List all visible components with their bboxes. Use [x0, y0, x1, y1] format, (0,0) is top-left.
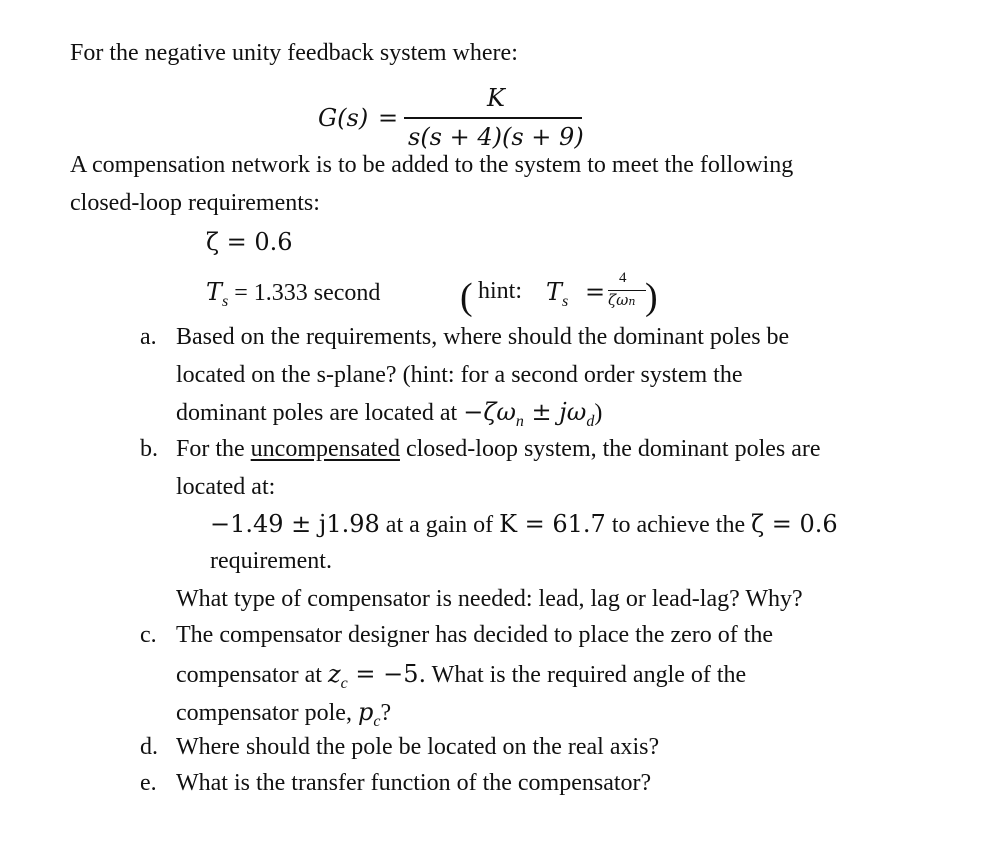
item-b-line1: For the uncompensated closed-loop system, the dominant poles are: [176, 436, 821, 462]
hint-numerator: 4: [619, 270, 627, 286]
item-a-line3: dominant poles are located at $-\zeta\omega_n \pm j\omega_d$): [176, 398, 603, 430]
req-settling-time: [206, 278, 381, 310]
item-e-line: What is the transfer function of the compensator?: [176, 770, 652, 796]
hint-denominator: ζωn: [608, 291, 636, 309]
item-c-line1: The compensator designer has decided to place the zero of the: [176, 622, 774, 648]
item-c-marker: c.: [140, 622, 157, 648]
hint-ts: $T_s$: [546, 278, 569, 310]
uncompensated-word: uncompensated: [250, 436, 400, 462]
item-d-line: Where should the pole be located on the real axis?: [176, 734, 660, 760]
item-a-marker: a.: [140, 324, 157, 350]
item-c-line2: compensator at $z_c = -5$. What is the required angle of the: [176, 660, 747, 692]
ts-value: = 1.333 second: [228, 280, 381, 306]
item-b-question: What type of compensator is needed: lead, lag or lead-lag? Why?: [176, 586, 803, 612]
ts-symbol: T: [206, 278, 223, 306]
tf-fraction-bar: [404, 117, 582, 119]
item-a-line2: located on the s-plane? (hint: for a second order system the: [176, 362, 743, 388]
tf-numerator: K: [487, 84, 505, 112]
item-e-marker: e.: [140, 770, 157, 796]
req-zeta: ζ = 0.6: [206, 228, 293, 256]
intro2-line2: closed-loop requirements:: [70, 190, 320, 216]
item-b-line4: requirement.: [210, 548, 332, 574]
tf-lhs: G(s): [318, 104, 369, 132]
item-b-poles: −1.49 ± j1.98 at a gain of K = 61.7 to achieve the ζ = 0.6: [210, 510, 838, 538]
item-c-line3: compensator pole, $p_c$?: [176, 698, 392, 730]
hint-label: hint:: [478, 278, 523, 304]
item-a-line1: Based on the requirements, where should the dominant poles be: [176, 324, 790, 350]
gain-k: K = 61.7: [499, 510, 606, 538]
intro2-line1: A compensation network is to be added to the system to meet the following: [70, 152, 794, 178]
hint-equals: =: [585, 278, 606, 306]
ts-subscript: s: [222, 293, 229, 310]
item-b-line2: located at:: [176, 474, 276, 500]
intro-text: For the negative unity feedback system where:: [70, 40, 518, 66]
uncompensated-poles: −1.49 ± j1.98: [210, 510, 380, 538]
item-b-marker: b.: [140, 436, 158, 462]
item-d-marker: d.: [140, 734, 158, 760]
hint-expression: (: [460, 276, 473, 318]
hint-close: ): [645, 276, 658, 318]
tf-denominator: s(s + 4)(s + 9): [408, 123, 584, 151]
tf-equals: =: [378, 104, 399, 132]
